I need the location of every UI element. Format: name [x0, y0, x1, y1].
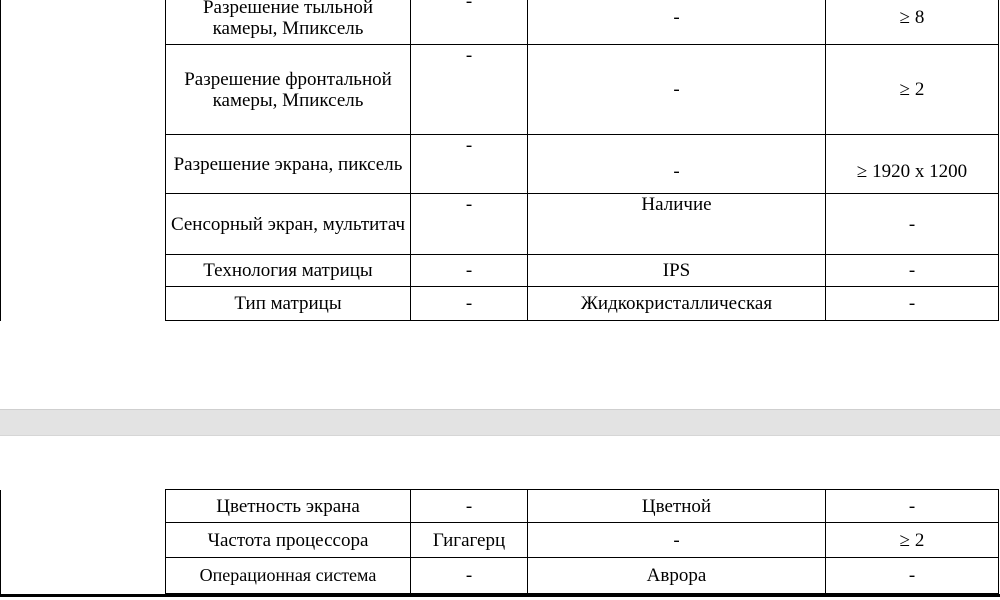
value-cell: -	[528, 523, 826, 558]
value-cell: Аврора	[528, 558, 826, 594]
param-name-cell: Тип матрицы	[166, 287, 411, 321]
table-bottom-border	[0, 594, 1000, 597]
spec-table-bottom	[0, 489, 999, 594]
unit-cell: -	[411, 490, 528, 523]
table-row	[1, 490, 999, 523]
merged-first-column-cell	[1, 490, 166, 594]
unit-cell: -	[411, 255, 528, 287]
min-value-cell: ≥ 2	[826, 45, 999, 135]
unit-cell: -	[411, 287, 528, 321]
unit-cell: -	[411, 45, 528, 135]
param-name-cell: Цветность экрана	[166, 490, 411, 523]
min-value-cell: -	[826, 287, 999, 321]
min-value-cell: -	[826, 194, 999, 255]
param-name-cell: Разрешение тыльной камеры, Мпиксель	[166, 0, 411, 45]
value-cell: -	[528, 45, 826, 135]
value-cell: Цветной	[528, 490, 826, 523]
value-cell: -	[528, 135, 826, 194]
unit-cell: -	[411, 0, 528, 45]
unit-cell: Гигагерц	[411, 523, 528, 558]
value-cell: Жидкокристаллическая	[528, 287, 826, 321]
unit-cell: -	[411, 135, 528, 194]
min-value-cell: ≥ 8	[826, 0, 999, 45]
unit-cell: -	[411, 194, 528, 255]
param-name-cell: Разрешение фронтальной камеры, Мпиксель	[166, 45, 411, 135]
value-cell: IPS	[528, 255, 826, 287]
param-name-cell: Разрешение экрана, пиксель	[166, 135, 411, 194]
param-name-cell: Операционная система	[166, 558, 411, 594]
unit-cell: -	[411, 558, 528, 594]
min-value-cell: ≥ 2	[826, 523, 999, 558]
min-value-cell: -	[826, 255, 999, 287]
param-name-cell: Частота процессора	[166, 523, 411, 558]
value-cell: Наличие	[528, 194, 826, 255]
param-name-cell: Технология матрицы	[166, 255, 411, 287]
value-cell: -	[528, 0, 826, 45]
min-value-cell: ≥ 1920 x 1200	[826, 135, 999, 194]
table-row	[1, 0, 999, 45]
param-name-cell: Сенсорный экран, мультитач	[166, 194, 411, 255]
min-value-cell: -	[826, 558, 999, 594]
page-break-gap	[0, 409, 1000, 436]
merged-first-column-cell	[1, 0, 166, 321]
min-value-cell: -	[826, 490, 999, 523]
